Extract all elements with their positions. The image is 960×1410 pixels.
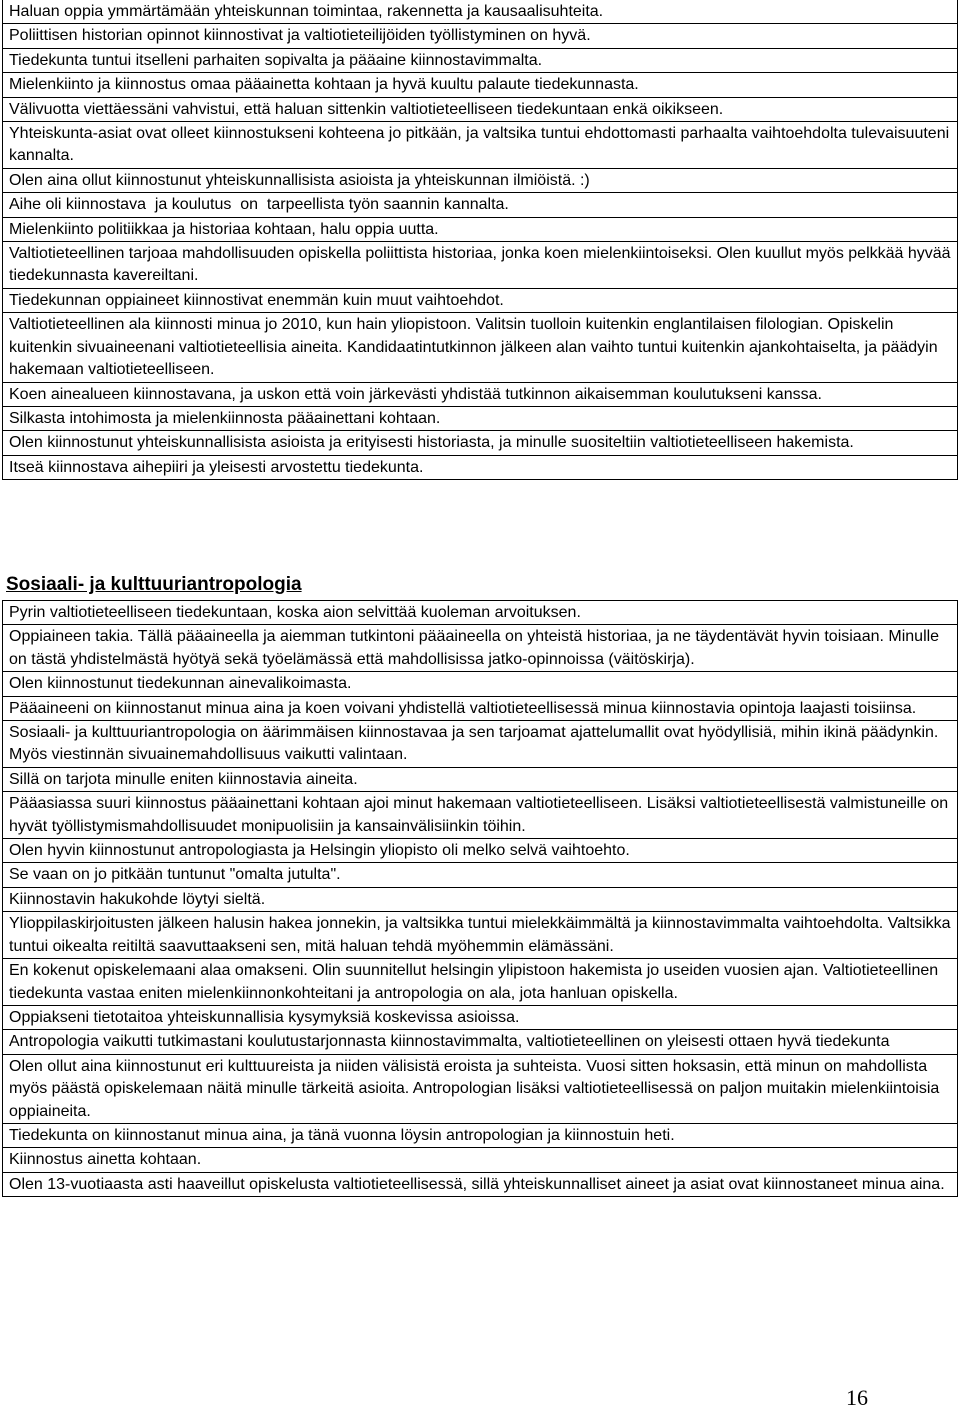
response-text: Pyrin valtiotieteelliseen tiedekuntaan, koska aion selvittää kuoleman arvoituksen.: [3, 601, 958, 625]
response-row: [3, 625, 958, 672]
response-row: [3, 839, 958, 863]
response-text: Sosiaali- ja kulttuuriantropologia on äärimmäisen kiinnostavaa ja sen tarjoamat ajattelumallit ovat hyödyllisiä, mihin ikinä päädynkin. Myös viestinnän sivuainemahdollisuus vaikutti valintaan.: [3, 721, 958, 768]
response-row: [3, 792, 958, 839]
response-row: [3, 959, 958, 1006]
response-row: [3, 382, 958, 406]
response-text: Olen kiinnostunut yhteiskunnallisista asioista ja erityisesti historiasta, ja minulle suositeltiin valtiotieteelliseen hakemista.: [3, 431, 958, 455]
response-text: Oppiakseni tietotaitoa yhteiskunnallisia kysymyksiä koskevissa asioissa.: [3, 1005, 958, 1029]
response-text: Tiedekunta tuntui itselleni parhaiten sopivalta ja pääaine kiinnostavimmalta.: [3, 48, 958, 72]
response-row: [3, 24, 958, 48]
response-row: [3, 1172, 958, 1196]
response-row: [3, 912, 958, 959]
response-text: Valtiotieteellinen ala kiinnosti minua jo 2010, kun hain yliopistoon. Valitsin tuolloin kuitenkin englantilaisen filologian. Opiskelin kuitenkin sivuaineenani valtiotieteellisia aineita. Kandidaatintutkinnon jälkeen alan vaihto tuntui kuitenkin ajankohtaiselta, ja päädyin hakemaan valtiotieteelliseen.: [3, 313, 958, 382]
response-row: [3, 767, 958, 791]
response-text: Olen hyvin kiinnostunut antropologiasta ja Helsingin yliopisto oli melko selvä vaihtoehto.: [3, 839, 958, 863]
page-number: 16: [846, 1385, 868, 1410]
response-text: Itseä kiinnostava aihepiiri ja yleisesti arvostettu tiedekunta.: [3, 455, 958, 479]
response-text: Olen aina ollut kiinnostunut yhteiskunnallisista asioista ja yhteiskunnan ilmiöistä. :): [3, 168, 958, 192]
response-row: [3, 1123, 958, 1147]
response-text: Oppiaineen takia. Tällä pääaineella ja aiemman tutkintoni pääaineella on yhteistä historiaa, ja ne täydentävät hyvin toisiaan. Minulle on tästä yhdistelmästä hyötyä sekä työelämässä että mahdollisissa jatko-opinnoissa (väitöskirja).: [3, 625, 958, 672]
response-row: [3, 601, 958, 625]
response-row: [3, 863, 958, 887]
response-row: [3, 97, 958, 121]
response-text: Olen 13-vuotiaasta asti haaveillut opiskelusta valtiotieteellisessä, sillä yhteiskunnalliset aineet ja asiat ovat kiinnostaneet minua aina.: [3, 1172, 958, 1196]
response-row: [3, 168, 958, 192]
response-row: [3, 1030, 958, 1054]
response-text: Tiedekunta on kiinnostanut minua aina, ja tänä vuonna löysin antropologian ja kiinnostuin heti.: [3, 1123, 958, 1147]
response-row: [3, 122, 958, 169]
response-row: [3, 288, 958, 312]
response-text: Aihe oli kiinnostava ja koulutus on tarpeellista työn saannin kannalta.: [3, 193, 958, 217]
response-text: Yhteiskunta-asiat ovat olleet kiinnostukseni kohteena jo pitkään, ja valtsika tuntui ehdottomasti parhaalta vaihtoehdolta tulevaisuuteni kannalta.: [3, 122, 958, 169]
response-text: Mielenkiinto politiikkaa ja historiaa kohtaan, halu oppia uutta.: [3, 217, 958, 241]
section-heading: Sosiaali- ja kulttuuriantropologia: [6, 574, 302, 595]
response-row: [3, 672, 958, 696]
response-text: En kokenut opiskelemaani alaa omakseni. Olin suunnitellut helsingin ylipistoon hakemista jo useiden vuosien ajan. Valtiotieteellinen tiedekunta vastaa eniten mielenkiinnonkohteitani ja antropologia on ala, jota hanluan opiskella.: [3, 959, 958, 1006]
response-text: Sillä on tarjota minulle eniten kiinnostavia aineita.: [3, 767, 958, 791]
response-row: [3, 1054, 958, 1123]
response-text: Valtiotieteellinen tarjoaa mahdollisuuden opiskella poliittista historiaa, jonka koen mielenkiintoiseksi. Olen kuullut myös pelkkää hyvää tiedekunnasta kavereiltani.: [3, 242, 958, 289]
response-text: Olen ollut aina kiinnostunut eri kulttuureista ja niiden välisistä eroista ja suhteista. Vuosi sitten hoksasin, että minun on mahdollista myös päästä opiskelemaan näitä minulle tärkeitä asioita. Antropologian lisäksi valtiotieteellisessä on paljon muitakin mielenkiintoisia oppiaineita.: [3, 1054, 958, 1123]
response-text: Mielenkiinto ja kiinnostus omaa pääainetta kohtaan ja hyvä kuultu palaute tiedekunnasta.: [3, 73, 958, 97]
response-row: [3, 721, 958, 768]
response-text: Olen kiinnostunut tiedekunnan ainevalikoimasta.: [3, 672, 958, 696]
response-text: Pääaineeni on kiinnostanut minua aina ja koen voivani yhdistellä valtiotieteellisessä minua kiinnostavia opintoja laajasti toisiinsa.: [3, 696, 958, 720]
response-row: [3, 406, 958, 430]
responses-table-2: [2, 600, 958, 1197]
response-row: [3, 1148, 958, 1172]
response-row: [3, 431, 958, 455]
response-row: [3, 48, 958, 72]
response-text: Pääasiassa suuri kiinnostus pääainettani kohtaan ajoi minut hakemaan valtiotieteelliseen. Lisäksi valtiotieteellisestä valmistuneille on hyvät työllistymismahdollisuudet monipuolisiin ja kansainvälisiinkin töihin.: [3, 792, 958, 839]
response-row: [3, 0, 958, 24]
response-row: [3, 193, 958, 217]
response-row: [3, 696, 958, 720]
response-text: Se vaan on jo pitkään tuntunut "omalta jutulta".: [3, 863, 958, 887]
response-row: [3, 242, 958, 289]
response-text: Koen ainealueen kiinnostavana, ja uskon että voin järkevästi yhdistää tutkinnon aikaisemman koulutukseni kanssa.: [3, 382, 958, 406]
response-text: Antropologia vaikutti tutkimastani koulutustarjonnasta kiinnostavimmalta, valtiotieteellinen on yleisesti ottaen hyvä tiedekunta: [3, 1030, 958, 1054]
response-text: Kiinnostavin hakukohde löytyi sieltä.: [3, 887, 958, 911]
response-text: Poliittisen historian opinnot kiinnostivat ja valtiotieteilijöiden työllistyminen on hyvä.: [3, 24, 958, 48]
response-text: Tiedekunnan oppiaineet kiinnostivat enemmän kuin muut vaihtoehdot.: [3, 288, 958, 312]
response-row: [3, 887, 958, 911]
response-row: [3, 313, 958, 382]
response-text: Haluan oppia ymmärtämään yhteiskunnan toimintaa, rakennetta ja kausaalisuhteita.: [3, 0, 958, 24]
response-text: Välivuotta viettäessäni vahvistui, että haluan sittenkin valtiotieteelliseen tiedekuntaan enkä oikikseen.: [3, 97, 958, 121]
responses-table-1: [2, 0, 958, 480]
response-row: [3, 73, 958, 97]
response-row: [3, 1005, 958, 1029]
response-text: Kiinnostus ainetta kohtaan.: [3, 1148, 958, 1172]
response-row: [3, 217, 958, 241]
response-text: Silkasta intohimosta ja mielenkiinnosta pääainettani kohtaan.: [3, 406, 958, 430]
response-text: Ylioppilaskirjoitusten jälkeen halusin hakea jonnekin, ja valtsikka tuntui mielekkäimmältä ja kiinnostavimmalta vaihtoehdolta. Valtsikka tuntui oikealta reitiltä saavuttaakseni sen, mitä haluan tehdä myöhemmin elämässäni.: [3, 912, 958, 959]
response-row: [3, 455, 958, 479]
